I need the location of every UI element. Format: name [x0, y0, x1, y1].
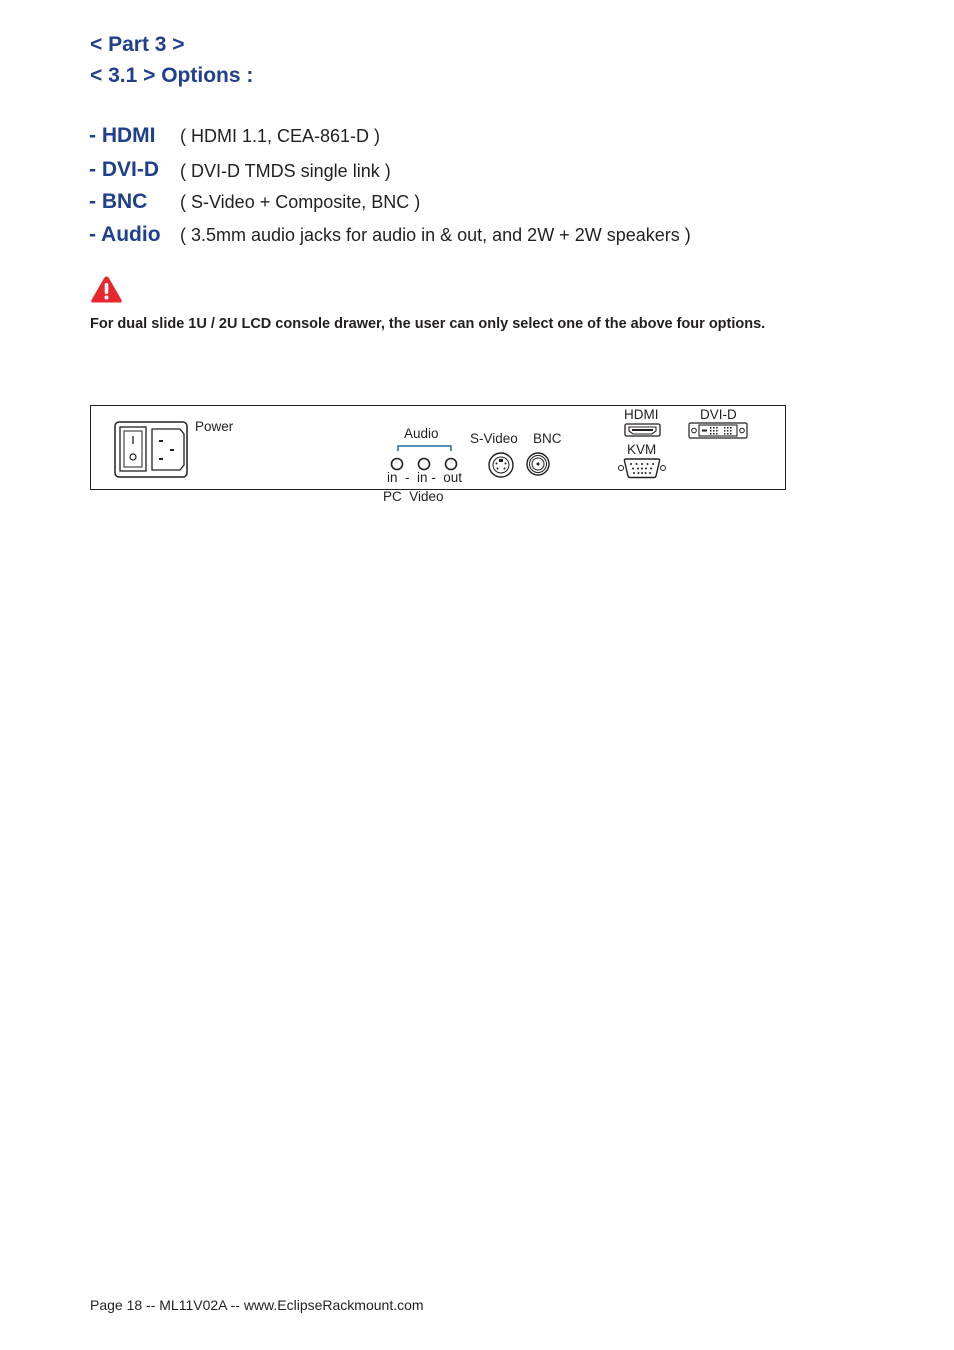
option-label-hdmi: - HDMI [89, 124, 156, 147]
option-label-bnc: - BNC [89, 190, 148, 213]
warning-triangle-icon [90, 275, 123, 304]
option-label-dvid: - DVI-D [89, 158, 159, 181]
option-label-audio: - Audio [89, 223, 161, 246]
option-desc-audio: ( 3.5mm audio jacks for audio in & out, and 2W + 2W speakers ) [180, 225, 691, 245]
warning-note: For dual slide 1U / 2U LCD console drawer, the user can only select one of the above four options. [90, 316, 766, 332]
power-inlet-icon [114, 421, 188, 478]
pc-video-label: PC Video [383, 489, 444, 504]
part-heading: < Part 3 > [90, 33, 185, 56]
option-desc-hdmi: ( HDMI 1.1, CEA-861-D ) [180, 126, 381, 146]
page-footer: Page 18 -- ML11V02A -- www.EclipseRackmount.com [90, 1297, 424, 1313]
audio-label: Audio [404, 426, 439, 441]
dvid-label: DVI-D [700, 407, 737, 422]
hdmi-label: HDMI [624, 407, 659, 422]
option-desc-dvid: ( DVI-D TMDS single link ) [180, 161, 391, 181]
bnc-label: BNC [533, 431, 562, 446]
option-desc-bnc: ( S-Video + Composite, BNC ) [180, 192, 421, 212]
svideo-port-icon [487, 451, 515, 479]
power-label: Power [195, 419, 234, 434]
bnc-port-icon [525, 451, 551, 477]
audio-jacks-icon [385, 442, 465, 472]
hdmi-port-icon [624, 423, 661, 437]
subsection-heading: < 3.1 > Options : [90, 64, 254, 87]
vga-kvm-port-icon [617, 457, 667, 479]
dvid-port-icon [688, 422, 748, 439]
kvm-label: KVM [627, 442, 657, 457]
audio-ports-label: in - in - out [387, 470, 463, 485]
svideo-label: S-Video [470, 431, 518, 446]
